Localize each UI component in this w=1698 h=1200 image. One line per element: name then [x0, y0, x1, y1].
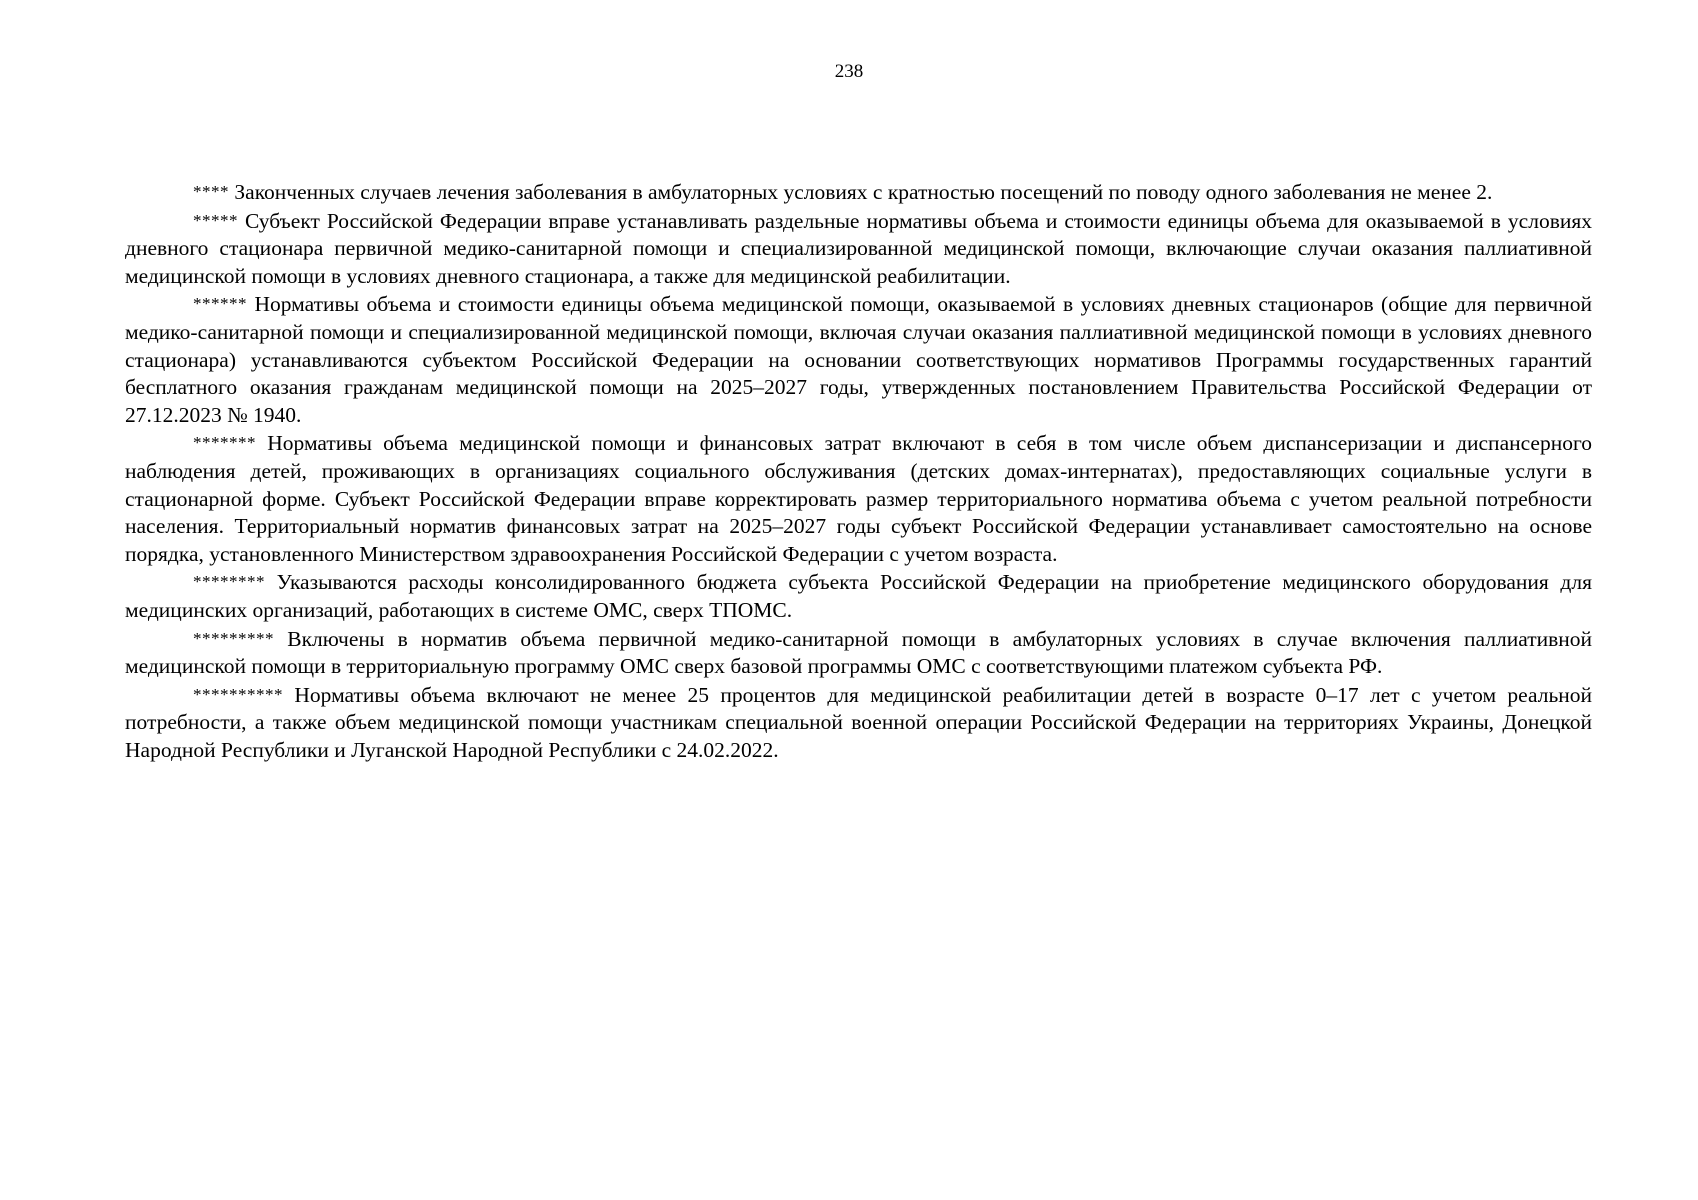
footnote-text: Указываются расходы консолидированного бюджета субъекта Российской Федерации на приобретение медицинского оборудования для медицинских организаций, работающих в системе ОМС, сверх ТПОМС.	[125, 570, 1592, 622]
footnote-marker: *********	[193, 628, 274, 648]
footnote-text: Включены в норматив объема первичной медико-санитарной помощи в амбулаторных условиях в случае включения паллиативной медицинской помощи в территориальную программу ОМС сверх базовой программы ОМС с соответствующими платежом субъекта РФ.	[125, 626, 1593, 679]
footnote-marker: ******	[193, 294, 247, 314]
footnote-marker: *****	[193, 210, 238, 230]
footnote-text: Субъект Российской Федерации вправе устанавливать раздельные нормативы объема и стоимости единицы объема для оказываемой в условиях дневного стационара первичной медико-санитарной помощи и специализированной медицинской помощи, включающие случаи оказания паллиативной медицинской помощи в условиях дневного стационара, а также для медицинской реабилитации.	[125, 208, 1592, 288]
footnotes	[125, 178, 1592, 764]
footnote-text: Законченных случаев лечения заболевания в амбулаторных условиях с кратностью посещений по поводу одного заболевания не менее 2.	[234, 180, 1493, 204]
footnote-4	[125, 429, 1592, 568]
footnote-6	[125, 625, 1592, 681]
footnote-text: Нормативы объема и стоимости единицы объема медицинской помощи, оказываемой в условиях дневных стационаров (общие для первичной медико-санитарной помощи и специализированной медицинской помощи, включая случаи оказания паллиативной медицинской помощи в условиях дневного стационара) устанавливаются субъектом Российской Федерации на основании соответствующих нормативов Программы государственных гарантий бесплатного оказания гражданам медицинской помощи на 2025–2027 годы, утвержденных постановлением Правительства Российской Федерации от 27.12.2023 № 1940.	[125, 292, 1592, 427]
footnote-5	[125, 568, 1592, 624]
footnote-marker: ****	[193, 182, 229, 201]
footnote-3	[125, 290, 1592, 429]
footnote-marker: **********	[193, 684, 283, 704]
footnote-7	[125, 681, 1592, 765]
footnote-2	[125, 207, 1592, 291]
footnote-marker: ********	[193, 572, 265, 592]
footnote-text: Нормативы объема медицинской помощи и финансовых затрат включают в себя в том числе объем диспансеризации и диспансерного наблюдения детей, проживающих в организациях социального обслуживания (детских домах-интернатах), предоставляющих социальные услуги в стационарной форме. Субъект Российской Федерации вправе корректировать размер территориального норматива объема с учетом реальной потребности населения. Территориальный норматив финансовых затрат на 2025–2027 годы субъект Российской Федерации устанавливает самостоятельно на основе порядка, установленного Министерством здравоохранения Российской Федерации с учетом возраста.	[125, 431, 1592, 566]
footnote-1	[125, 178, 1592, 207]
footnote-text: Нормативы объема включают не менее 25 процентов для медицинской реабилитации детей в возрасте 0–17 лет с учетом реальной потребности, а также объем медицинской помощи участникам специальной военной операции Российской Федерации на территориях Украины, Донецкой Народной Республики и Луганской Народной Республики с 24.02.2022.	[125, 682, 1593, 762]
page-number: 238	[834, 61, 864, 82]
footnote-marker: *******	[193, 433, 256, 453]
